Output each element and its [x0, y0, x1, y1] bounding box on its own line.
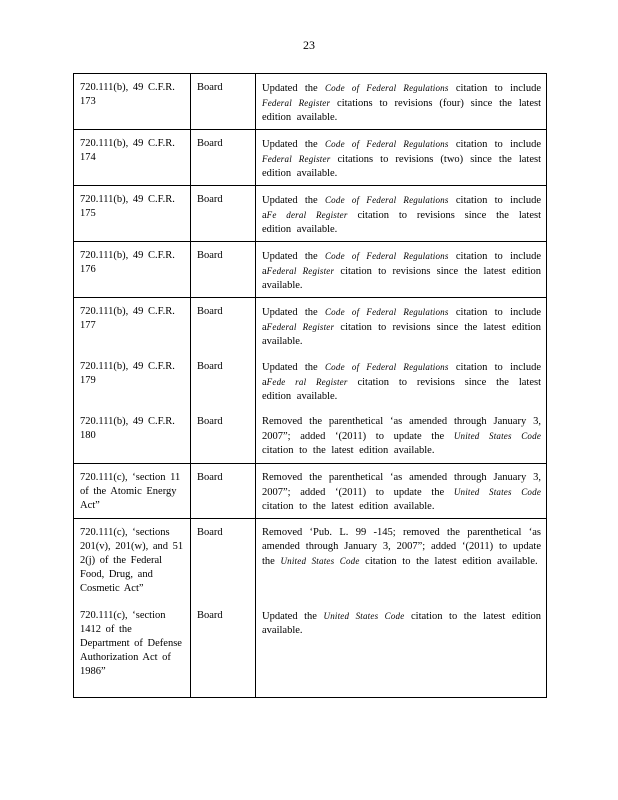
description-text: Updated the — [262, 611, 324, 622]
table-row — [74, 242, 547, 298]
description-text: citation to include a — [262, 362, 541, 388]
description-text: citation to include a — [262, 251, 541, 277]
description-text: citation to revisions since the latest edition available. — [262, 377, 541, 402]
table-row — [74, 518, 547, 602]
citation-title: Code of Federal Regulations — [324, 307, 449, 317]
description-text: Updated the — [262, 362, 325, 373]
description-text: Removed the parenthetical ‘as amended through January 3, 2007”; added ‘(2011) to update the — [262, 471, 541, 498]
description-text: citations to revisions (two) since the latest edition available. — [262, 154, 541, 179]
citation-title: Federal Register — [266, 322, 335, 332]
description-text: Updated the — [262, 139, 325, 150]
citation-title: Code of Federal Regulations — [324, 195, 449, 205]
description-cell — [256, 408, 547, 463]
description-cell — [256, 353, 547, 408]
description-cell — [256, 463, 547, 518]
section-cell: 720.111(b), 49 C.F.R. 179 — [74, 353, 191, 408]
description-text: citation to include — [448, 83, 541, 94]
table-row — [74, 353, 547, 408]
citation-title: Federal Register — [262, 98, 331, 108]
description-text: citation to revisions since the latest edition available. — [262, 266, 542, 291]
section-cell: 720.111(c), ‘section 1412 of the Department of Defense Authorization Act of 1986” — [74, 602, 191, 697]
table-row — [74, 408, 547, 463]
party-cell: Board — [191, 602, 256, 697]
section-cell: 720.111(b), 49 C.F.R. 174 — [74, 130, 191, 186]
description-text: citation to the latest edition available. — [262, 500, 435, 512]
description-cell — [256, 518, 547, 602]
description-text: citation to the latest edition available. — [262, 611, 542, 636]
description-text: Removed ‘Pub. L. 99 -145; removed the parenthetical ‘as amended through January 3, 2007”; added ‘(2011) to update the — [262, 526, 541, 567]
citation-title: United States Code — [453, 431, 542, 441]
table-row — [74, 74, 547, 130]
description-cell — [256, 130, 547, 186]
table-row — [74, 130, 547, 186]
description-text: citation to the latest edition available. — [262, 445, 435, 456]
description-text: Updated the — [262, 83, 325, 94]
section-cell: 720.111(b), 49 C.F.R. 180 — [74, 408, 191, 463]
party-cell: Board — [191, 353, 256, 408]
party-cell: Board — [191, 242, 256, 298]
amendments-table-body — [74, 74, 547, 698]
party-cell: Board — [191, 186, 256, 242]
description-text: citation to include a — [262, 307, 541, 333]
party-cell: Board — [191, 130, 256, 186]
description-text: citations to revisions (four) since the latest edition available. — [262, 98, 541, 123]
description-text: citation to revisions since the latest edition available. — [262, 210, 541, 235]
table-row — [74, 602, 547, 697]
citation-title: Code of Federal Regulations — [324, 362, 449, 372]
description-cell — [256, 298, 547, 354]
section-cell: 720.111(b), 49 C.F.R. 173 — [74, 74, 191, 130]
citation-title: Fede ral Register — [266, 377, 348, 387]
section-cell: 720.111(b), 49 C.F.R. 176 — [74, 242, 191, 298]
citation-title: Federal Register — [262, 154, 331, 164]
description-text: Updated the — [262, 251, 325, 262]
table-row — [74, 186, 547, 242]
citation-title: Code of Federal Regulations — [324, 83, 449, 93]
description-text: Updated the — [262, 307, 325, 318]
citation-title: Code of Federal Regulations — [324, 139, 449, 149]
description-text: Updated the — [262, 195, 325, 206]
citation-title: United States Code — [453, 486, 542, 497]
description-cell — [256, 74, 547, 130]
description-text: citation to the latest edition available. — [359, 555, 538, 567]
party-cell: Board — [191, 463, 256, 518]
description-cell — [256, 242, 547, 298]
citation-title: Federal Register — [266, 266, 335, 276]
section-cell: 720.111(b), 49 C.F.R. 175 — [74, 186, 191, 242]
party-cell: Board — [191, 74, 256, 130]
citation-title: Code of Federal Regulations — [324, 251, 449, 261]
description-text: citation to revisions since the latest edition available. — [262, 322, 542, 347]
citation-title: Fe deral Register — [266, 210, 348, 220]
page-number: 23 — [303, 38, 315, 52]
section-cell: 720.111(b), 49 C.F.R. 177 — [74, 298, 191, 354]
description-cell — [256, 602, 547, 697]
description-text: Removed the parenthetical ‘as amended through January 3, 2007”; added ‘(2011) to update the — [262, 416, 541, 442]
section-cell: 720.111(c), ‘section 11 of the Atomic Energy Act” — [74, 463, 191, 518]
description-cell — [256, 186, 547, 242]
table-row — [74, 463, 547, 518]
section-cell: 720.111(c), ‘sections 201(v), 201(w), and 51 2(j) of the Federal Food, Drug, and Cosmetic Act” — [74, 518, 191, 602]
citation-title: United States Code — [323, 611, 405, 621]
table-row — [74, 298, 547, 354]
party-cell: Board — [191, 518, 256, 602]
description-text: citation to include — [448, 139, 541, 150]
description-text: citation to include a — [262, 195, 541, 221]
citation-title: United States Code — [280, 555, 360, 566]
party-cell: Board — [191, 298, 256, 354]
amendments-table — [73, 73, 547, 698]
party-cell: Board — [191, 408, 256, 463]
